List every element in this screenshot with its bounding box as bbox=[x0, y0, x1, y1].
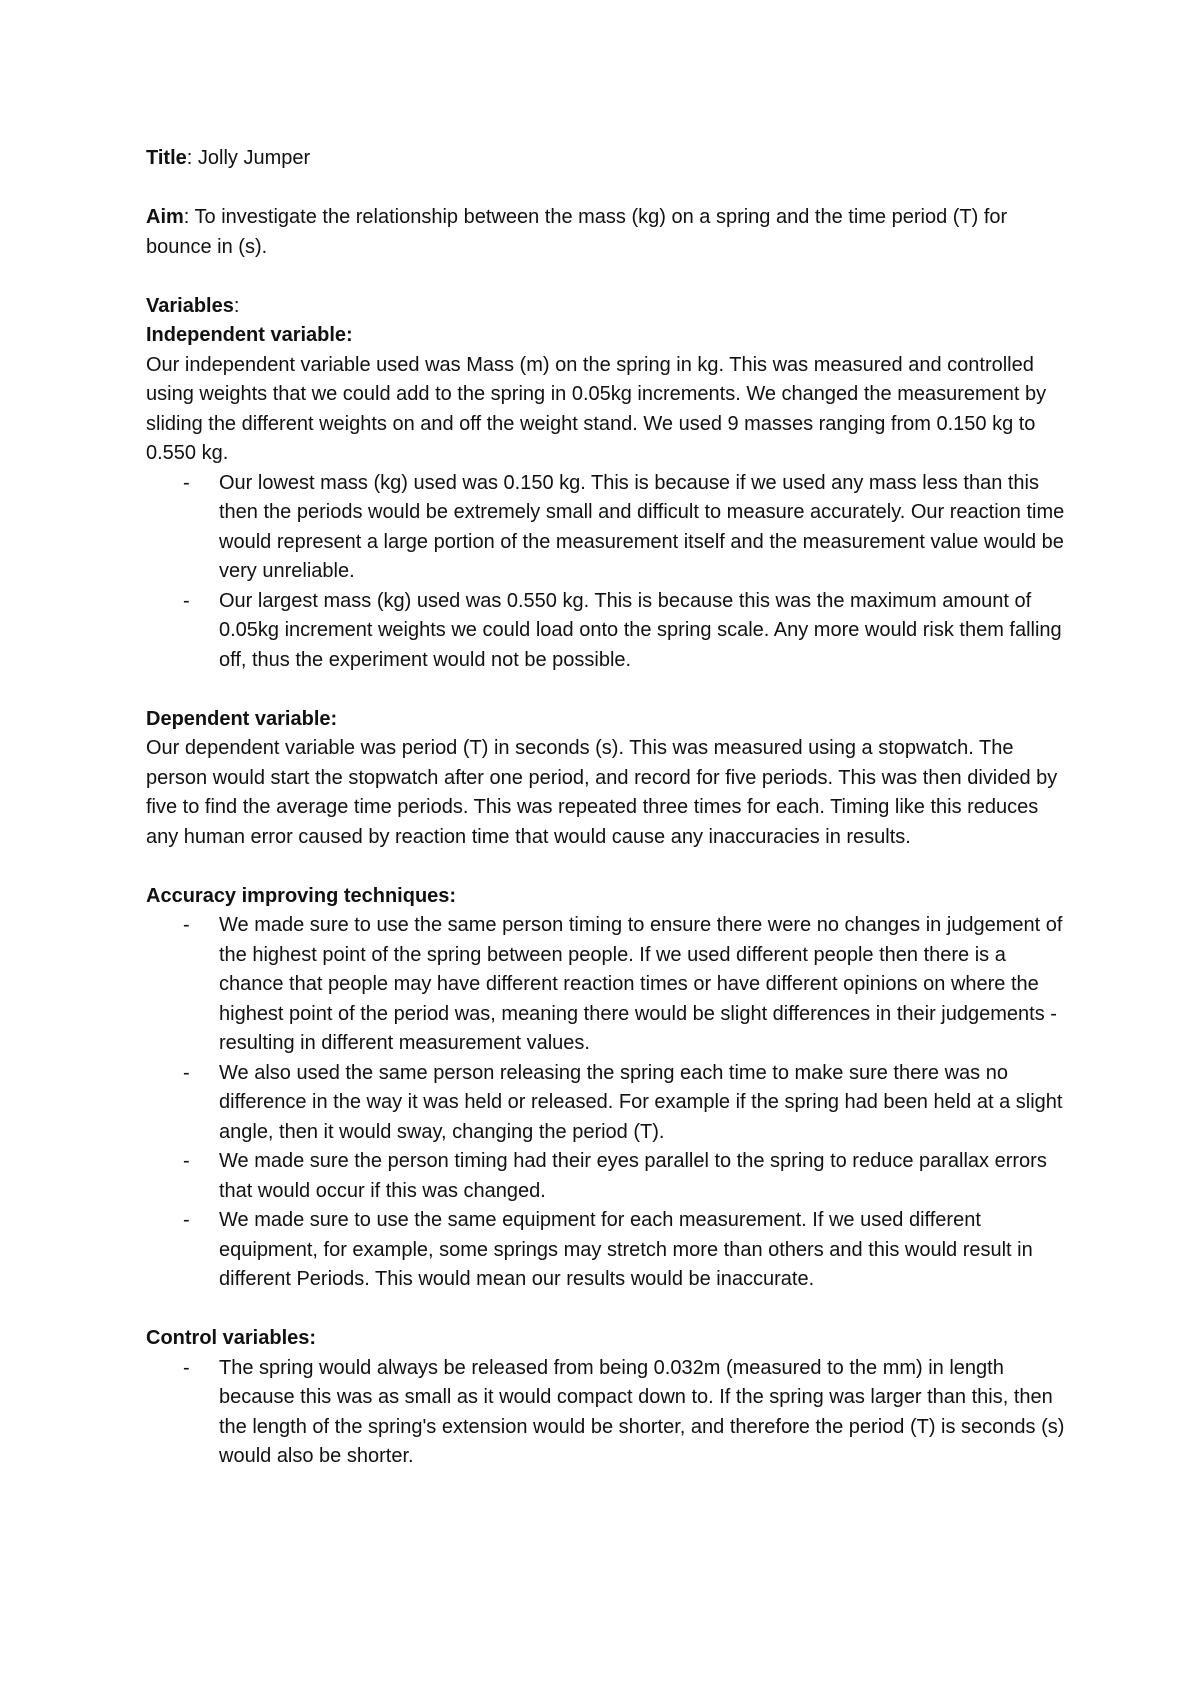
accuracy-heading: Accuracy improving techniques: bbox=[146, 884, 457, 907]
dash-bullet: - bbox=[183, 471, 190, 494]
title-line bbox=[146, 144, 1066, 174]
list-item: - Our largest mass (kg) used was 0.550 kg. This is because this was the maximum amount of 0.05kg increment weights we could load onto the spring scale. Any more would risk them falling off, thus the experiment would not be possible. bbox=[146, 587, 1066, 676]
control-bullets bbox=[146, 1354, 1066, 1472]
aim-line bbox=[146, 203, 1066, 262]
control-heading: Control variables: bbox=[146, 1327, 317, 1349]
list-item: - We made sure to use the same person timing to ensure there were no changes in judgement of the highest point of the spring between people. If we used different people then there is a chance that people may have different reaction times or have different opinions on where the highest point of the period was, meaning there would be slight differences in their judgements - resulting in different measurement values. bbox=[146, 911, 1066, 1059]
dash-bullet: - bbox=[183, 1209, 190, 1231]
list-item: - Our lowest mass (kg) used was 0.150 kg. This is because if we used any mass less than this then the periods would be extremely small and difficult to measure accurately. Our reaction time would represent a large portion of the measurement itself and the measurement value would be very unreliable. bbox=[146, 469, 1066, 587]
dependent-body: Our dependent variable was period (T) in seconds (s). This was measured using a stopwatch. The person would start the stopwatch after one period, and record for five periods. This was then divided by five to find the average time periods. This was repeated three times for each. Timing like this reduces any human error caused by reaction time that would cause any inaccuracies in results. bbox=[146, 737, 1058, 848]
independent-bullets bbox=[146, 469, 1066, 676]
independent-body: Our independent variable used was Mass (m) on the spring in kg. This was measured and controlled using weights that we could add to the spring in 0.05kg increments. We changed the measurement by sliding the different weights on and off the weight stand. We used 9 masses ranging from 0.150 kg to 0.550 kg. bbox=[146, 353, 1047, 464]
variables-suffix: : bbox=[233, 294, 240, 317]
variables-label: Variables bbox=[146, 294, 234, 317]
dash-bullet: - bbox=[183, 914, 190, 936]
title-value: : Jolly Jumper bbox=[186, 147, 311, 169]
variables-heading bbox=[146, 292, 1066, 322]
dash-bullet: - bbox=[183, 1356, 190, 1379]
dash-bullet: - bbox=[183, 1150, 190, 1172]
dependent-heading: Dependent variable: bbox=[146, 707, 338, 730]
independent-heading: Independent variable: bbox=[146, 324, 353, 346]
aim-value: : To investigate the relationship between the mass (kg) on a spring and the time period (T) for bounce in (s). bbox=[146, 206, 1008, 258]
dash-bullet: - bbox=[183, 1061, 190, 1084]
list-item: - We also used the same person releasing the spring each time to make sure there was no difference in the way it was held or released. For example if the spring had been held at a slight angle, then it would sway, changing the period (T). bbox=[146, 1059, 1066, 1148]
title-label: Title bbox=[146, 147, 187, 169]
dash-bullet: - bbox=[183, 589, 190, 612]
list-item: - We made sure the person timing had their eyes parallel to the spring to reduce parallax errors that would occur if this was changed. bbox=[146, 1147, 1066, 1206]
list-item: - We made sure to use the same equipment for each measurement. If we used different equipment, for example, some springs may stretch more than others and this would result in different Periods. This would mean our results would be inaccurate. bbox=[146, 1206, 1066, 1295]
list-item: - The spring would always be released from being 0.032m (measured to the mm) in length because this was as small as it would compact down to. If the spring was larger than this, then the length of the spring's extension would be shorter, and therefore the period (T) is seconds (s) would also be shorter. bbox=[146, 1354, 1066, 1472]
accuracy-bullets bbox=[146, 911, 1066, 1295]
document-page bbox=[146, 144, 1066, 1472]
aim-label: Aim bbox=[146, 206, 184, 228]
